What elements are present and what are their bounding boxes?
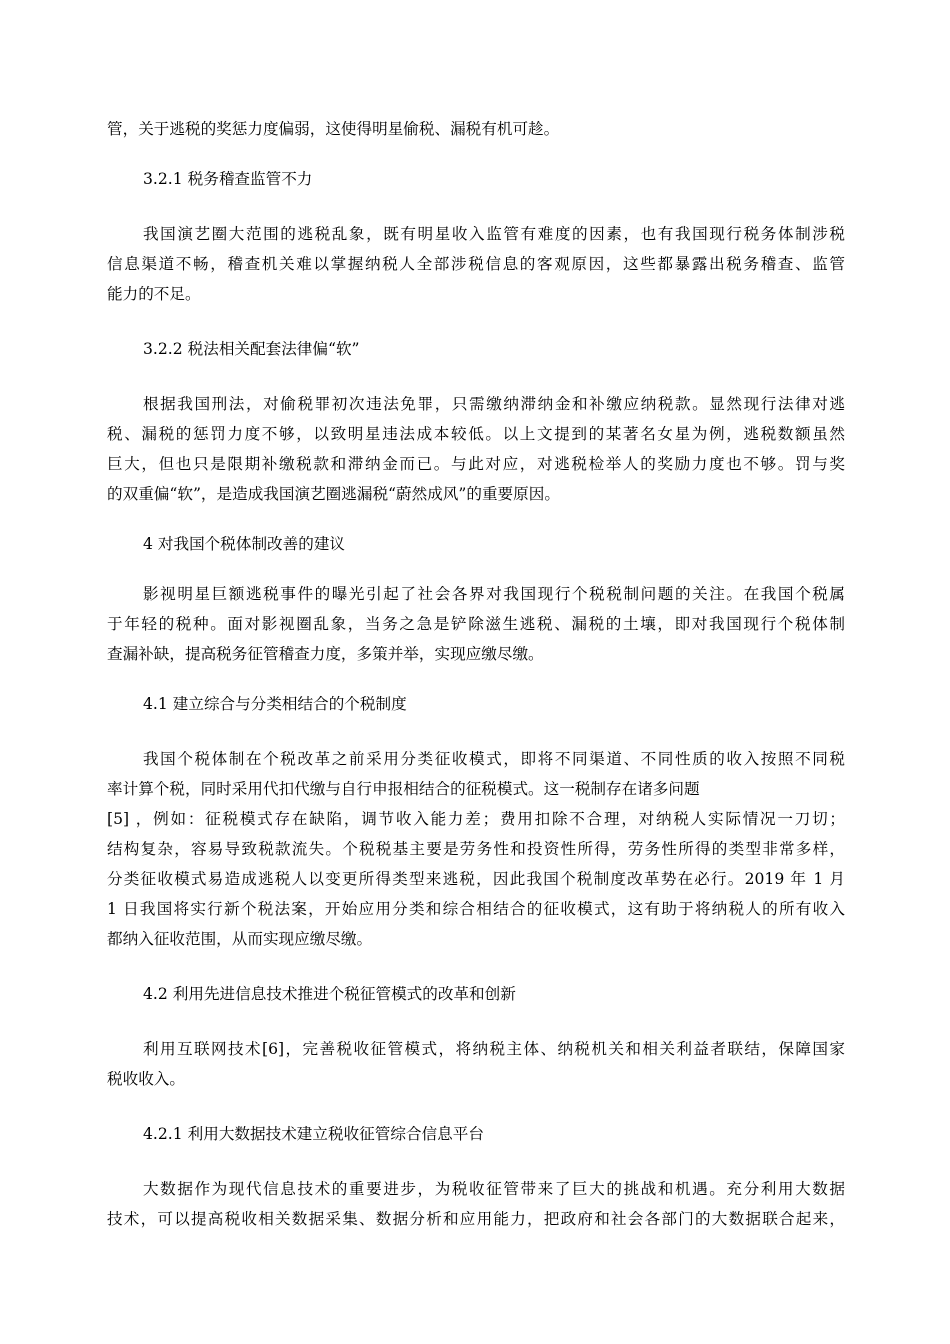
- paragraph: [107, 744, 845, 954]
- paragraph-line: [5] ，例如：征税模式存在缺陷，调节收入能力差；费用扣除不合理，对纳税人实际情况一刀切；: [107, 810, 845, 828]
- paragraph-line: 率计算个税，同时采用代扣代缴与自行申报相结合的征税模式。这一税制存在诸多问题: [107, 780, 700, 798]
- paragraph-line: 技术，可以提高税收相关数据采集、数据分析和应用能力，把政府和社会各部门的大数据联合起来，: [107, 1210, 845, 1228]
- paragraph-line: 能力的不足。: [107, 285, 201, 303]
- paragraph-line: 管，关于逃税的奖惩力度偏弱，这使得明星偷税、漏税有机可趁。: [107, 120, 560, 138]
- paragraph-line: 巨大，但也只是限期补缴税款和滞纳金而已。与此对应，对逃税检举人的奖励力度也不够。罚与奖: [107, 455, 845, 473]
- section-heading-4-1: 4.1 建立综合与分类相结合的个税制度: [143, 695, 407, 713]
- paragraph-line: 利用互联网技术[6]，完善税收征管模式，将纳税主体、纳税机关和相关利益者联结，保障国家: [143, 1040, 845, 1058]
- paragraph: [107, 579, 845, 669]
- paragraph-line: 查漏补缺，提高税务征管稽查力度，多策并举，实现应缴尽缴。: [107, 645, 544, 663]
- paragraph: [107, 1174, 845, 1234]
- paragraph-line: 结构复杂，容易导致税款流失。个税税基主要是劳务性和投资性所得，劳务性所得的类型非常多样，: [107, 840, 845, 858]
- paragraph: [107, 219, 845, 309]
- paragraph-line: 的双重偏“软”，是造成我国演艺圈逃漏税“蔚然成风”的重要原因。: [107, 485, 560, 503]
- paragraph: [107, 389, 845, 509]
- paragraph-line: 信息渠道不畅，稽查机关难以掌握纳税人全部涉税信息的客观原因，这些都暴露出税务稽查、监管: [107, 255, 845, 273]
- section-heading-4-2-1: 4.2.1 利用大数据技术建立税收征管综合信息平台: [143, 1125, 484, 1143]
- paragraph-line: 影视明星巨额逃税事件的曝光引起了社会各界对我国现行个税税制问题的关注。在我国个税属: [143, 585, 845, 603]
- paragraph: [107, 1034, 845, 1094]
- paragraph-line: 于年轻的税种。面对影视圈乱象，当务之急是铲除滋生逃税、漏税的土壤，即对我国现行个税体制: [107, 615, 845, 633]
- paragraph-line: 我国个税体制在个税改革之前采用分类征收模式，即将不同渠道、不同性质的收入按照不同税: [143, 750, 845, 768]
- paragraph-line: 1 日我国将实行新个税法案，开始应用分类和综合相结合的征收模式，这有助于将纳税人的所有收入: [107, 900, 845, 918]
- section-heading-4-2: 4.2 利用先进信息技术推进个税征管模式的改革和创新: [143, 985, 516, 1003]
- paragraph-line: 都纳入征收范围，从而实现应缴尽缴。: [107, 930, 373, 948]
- paragraph-line: 税收收入。: [107, 1070, 185, 1088]
- paragraph-line: 税、漏税的惩罚力度不够，以致明星违法成本较低。以上文提到的某著名女星为例，逃税数额虽然: [107, 425, 845, 443]
- document-page: [107, 114, 845, 1234]
- section-heading-3-2-2: 3.2.2 税法相关配套法律偏“软”: [143, 340, 360, 358]
- paragraph-line: 分类征收模式易造成逃税人以变更所得类型来逃税，因此我国个税制度改革势在必行。2019 年 1 月: [107, 870, 845, 888]
- paragraph-line: 大数据作为现代信息技术的重要进步，为税收征管带来了巨大的挑战和机遇。充分利用大数据: [143, 1180, 845, 1198]
- section-heading-3-2-1: 3.2.1 税务稽查监管不力: [143, 170, 313, 188]
- paragraph-line: 我国演艺圈大范围的逃税乱象，既有明星收入监管有难度的因素，也有我国现行税务体制涉税: [143, 225, 845, 243]
- section-heading-4: 4 对我国个税体制改善的建议: [143, 535, 346, 553]
- paragraph-line: 根据我国刑法，对偷税罪初次违法免罪，只需缴纳滞纳金和补缴应纳税款。显然现行法律对逃: [143, 395, 845, 413]
